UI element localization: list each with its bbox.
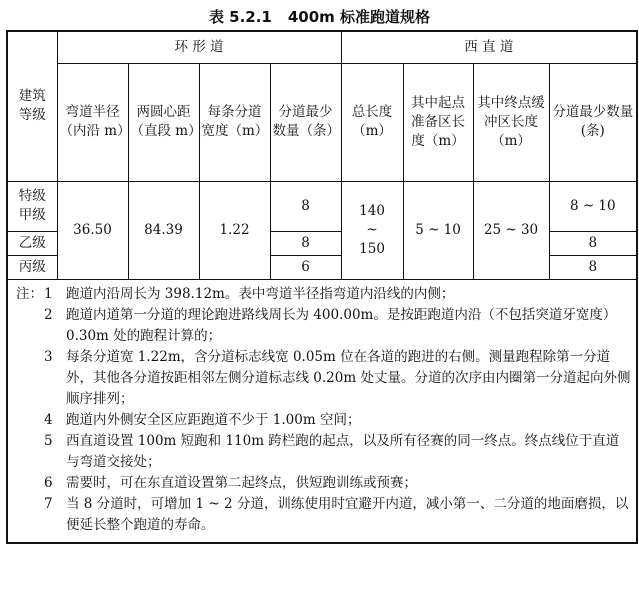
note-number: 3	[44, 348, 53, 365]
cell-ring-lanes-2: 8	[270, 231, 341, 255]
table-title	[0, 6, 639, 27]
header-end-zone: 其中终点缓冲区长度（m）	[473, 63, 549, 181]
table-caption: 400m 标准跑道规格	[287, 8, 431, 26]
grade-special-first	[7, 181, 57, 231]
cell-west-lanes-1: 8 ~ 10	[549, 181, 637, 231]
note-text: 跑道内外侧安全区应距跑道不少于 1.00m 空间；	[66, 411, 361, 428]
note-item	[16, 347, 632, 410]
header-total-length: 总长度（m）	[341, 63, 403, 181]
note-item	[16, 410, 632, 431]
cell-west-lanes-3: 8	[549, 255, 637, 279]
note-text: 跑道内道第一分道的理论跑进路线周长为 400.00m。是按距跑道内沿（不包括突道牙宽度）0.30m 处的跑程计算的；	[66, 306, 617, 344]
cell-center-distance: 84.39	[128, 181, 199, 279]
note-text: 需要时，可在东直道设置第二起终点，供短跑训练或预赛；	[66, 474, 417, 491]
note-item	[16, 473, 632, 494]
note-number: 1	[44, 285, 53, 302]
header-west-min-lanes: 分道最少数量(条)	[549, 63, 637, 181]
grade-second: 乙级	[7, 231, 57, 255]
note-number: 7	[44, 495, 53, 512]
header-start-zone: 其中起点准备区长度（m）	[403, 63, 473, 181]
notes-cell	[7, 279, 637, 543]
note-number: 2	[44, 306, 53, 323]
note-text: 每条分道宽 1.22m，含分道标志线宽 0.05m 位在各道的跑进的右侧。测量跑程除第一分道外，其他各分道按距相邻左侧分道标志线 0.20m 处丈量。分道的次序由内圈第一分道起向外侧顺序排列；	[66, 348, 631, 407]
grade-special: 特级	[18, 188, 46, 204]
notes-prefix: 注：	[16, 285, 43, 302]
cell-curve-radius: 36.50	[57, 181, 128, 279]
header-lane-width: 每条分道宽度（m）	[199, 63, 270, 181]
note-number: 6	[44, 474, 53, 491]
track-spec-table	[6, 30, 638, 544]
cell-ring-lanes-1: 8	[270, 181, 341, 231]
header-ring-min-lanes: 分道最少数量（条）	[270, 63, 341, 181]
grade-first: 甲级	[18, 207, 46, 223]
note-number: 5	[44, 432, 53, 449]
note-item	[16, 431, 632, 473]
note-text: 当 8 分道时，可增加 1 ~ 2 分道，训练使用时宜避开内道，减小第一、二分道的地面磨损，以便延长整个跑道的寿命。	[66, 495, 629, 533]
cell-end-zone: 25 ~ 30	[473, 181, 549, 279]
cell-lane-width: 1.22	[199, 181, 270, 279]
note-item	[16, 284, 632, 305]
note-text: 跑道内沿周长为 398.12m。表中弯道半径指弯道内沿线的内侧；	[66, 285, 455, 302]
header-center-distance: 两圆心距（直段 m）	[128, 63, 199, 181]
header-grade: 建筑等级	[7, 31, 57, 181]
header-curve-radius: 弯道半径（内沿 m）	[57, 63, 128, 181]
note-number: 4	[44, 411, 53, 428]
cell-start-zone: 5 ~ 10	[403, 181, 473, 279]
cell-west-lanes-2: 8	[549, 231, 637, 255]
note-item	[16, 305, 632, 347]
header-west-straight: 西 直 道	[341, 31, 637, 63]
header-ring-track: 环 形 道	[57, 31, 341, 63]
cell-total-length: 140 ~ 150	[341, 181, 403, 279]
note-item	[16, 494, 632, 536]
grade-third: 丙级	[7, 255, 57, 279]
table-number: 表 5.2.1	[208, 8, 272, 26]
note-text: 西直道设置 100m 短跑和 110m 跨栏跑的起点，以及所有径赛的同一终点。终点线位于直道与弯道交接处；	[66, 432, 620, 470]
cell-ring-lanes-3: 6	[270, 255, 341, 279]
